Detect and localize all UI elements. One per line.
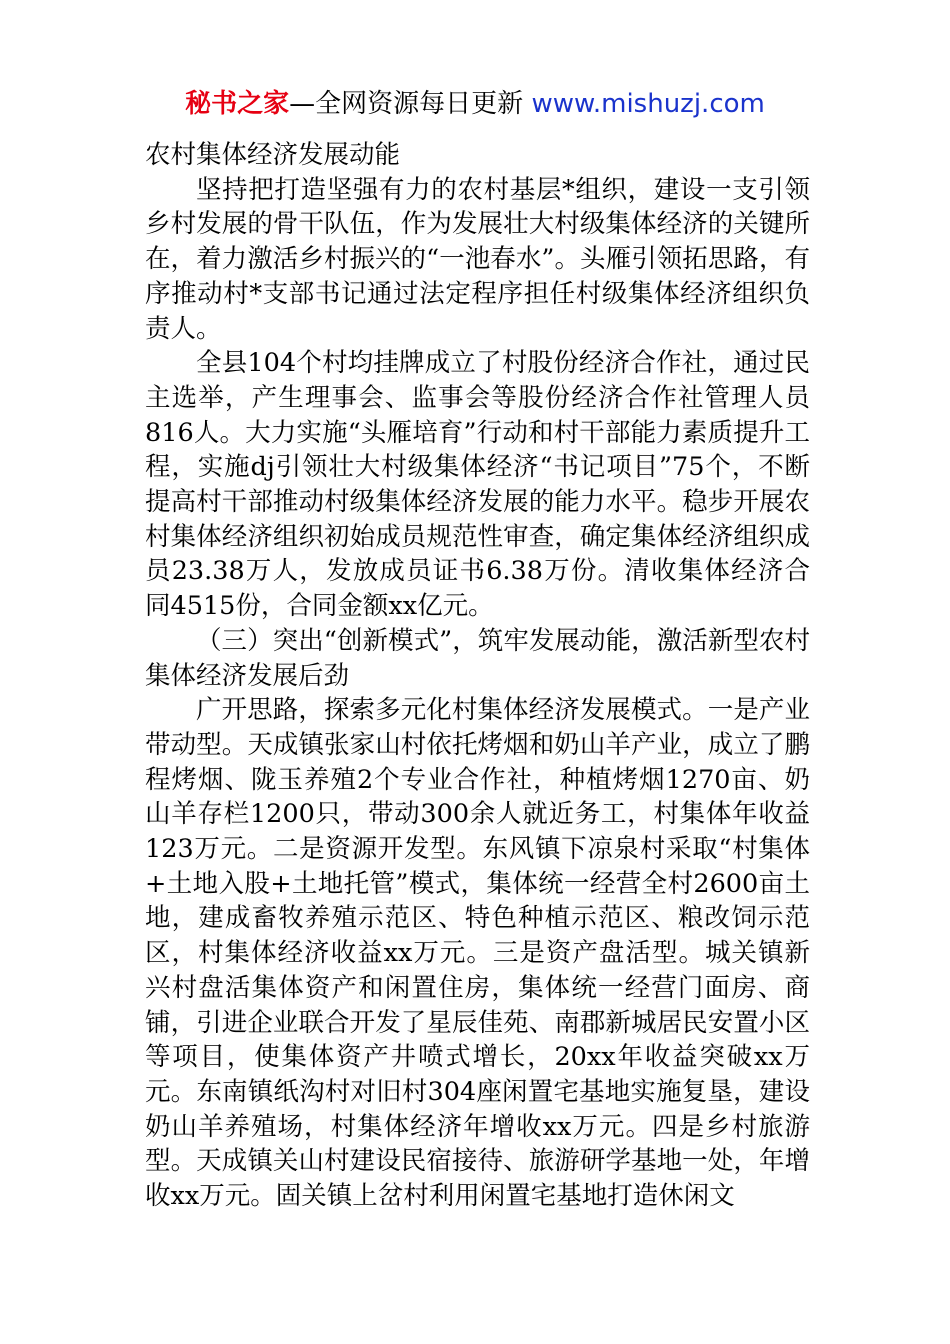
section-heading: （三）突出“创新模式”，筑牢发展动能，激活新型农村集体经济发展后劲 bbox=[145, 625, 810, 691]
paragraph: 广开思路，探索多元化村集体经济发展模式。一是产业带动型。天成镇张家山村依托烤烟和奶山羊产业，成立了鹏程烤烟、陇玉养殖2个专业合作社，种植烤烟1270亩、奶山羊存栏1200只，带动300余人就近务工，村集体年收益123万元。二是资源开发型。东风镇下凉泉村采取“村集体+土地入股+土地托管”模式，集体统一经营全村2600亩土地，建成畜牧养殖示范区、特色种植示范区、粮改饲示范区，村集体经济收益xx万元。三是资产盘活型。城关镇新兴村盘活集体资产和闲置住房，集体统一经营门面房、商铺，引进企业联合开发了星辰佳苑、南郡新城居民安置小区等项目，使集体资产井喷式增长，20xx年收益突破xx万元。东南镇纸沟村对旧村304座闲置宅基地实施复垦，建设奶山羊养殖场，村集体经济年增收xx万元。四是乡村旅游型。天成镇关山村建设民宿接待、旅游研学基地一处，年增收xx万元。固关镇上岔村利用闲置宅基地打造休闲文 bbox=[145, 695, 810, 1212]
website-link[interactable]: www.mishuzj.com bbox=[531, 89, 765, 119]
document-body bbox=[145, 138, 810, 1214]
paragraph: 全县104个村均挂牌成立了村股份经济合作社，通过民主选举，产生理事会、监事会等股份经济合作社管理人员816人。大力实施“头雁培育”行动和村干部能力素质提升工程，实施dj引领壮大村级集体经济“书记项目”75个，不断提高村干部推动村级集体经济发展的能力水平。稳步开展农村集体经济组织初始成员规范性审查，确定集体经济组织成员23.38万人，发放成员证书6.38万份。清收集体经济合同4515份，合同金额xx亿元。 bbox=[145, 348, 810, 622]
paragraph: 坚持把打造坚强有力的农村基层*组织，建设一支引领乡村发展的骨干队伍，作为发展壮大村级集体经济的关键所在，着力激活乡村振兴的“一池春水”。头雁引领拓思路，有序推动村*支部书记通过法定程序担任村级集体经济组织负责人。 bbox=[145, 174, 810, 344]
page-header bbox=[0, 84, 950, 124]
brand-name: 秘书之家 bbox=[185, 89, 290, 119]
header-slogan: —全网资源每日更新 bbox=[289, 89, 524, 119]
paragraph: 农村集体经济发展动能 bbox=[145, 140, 401, 170]
